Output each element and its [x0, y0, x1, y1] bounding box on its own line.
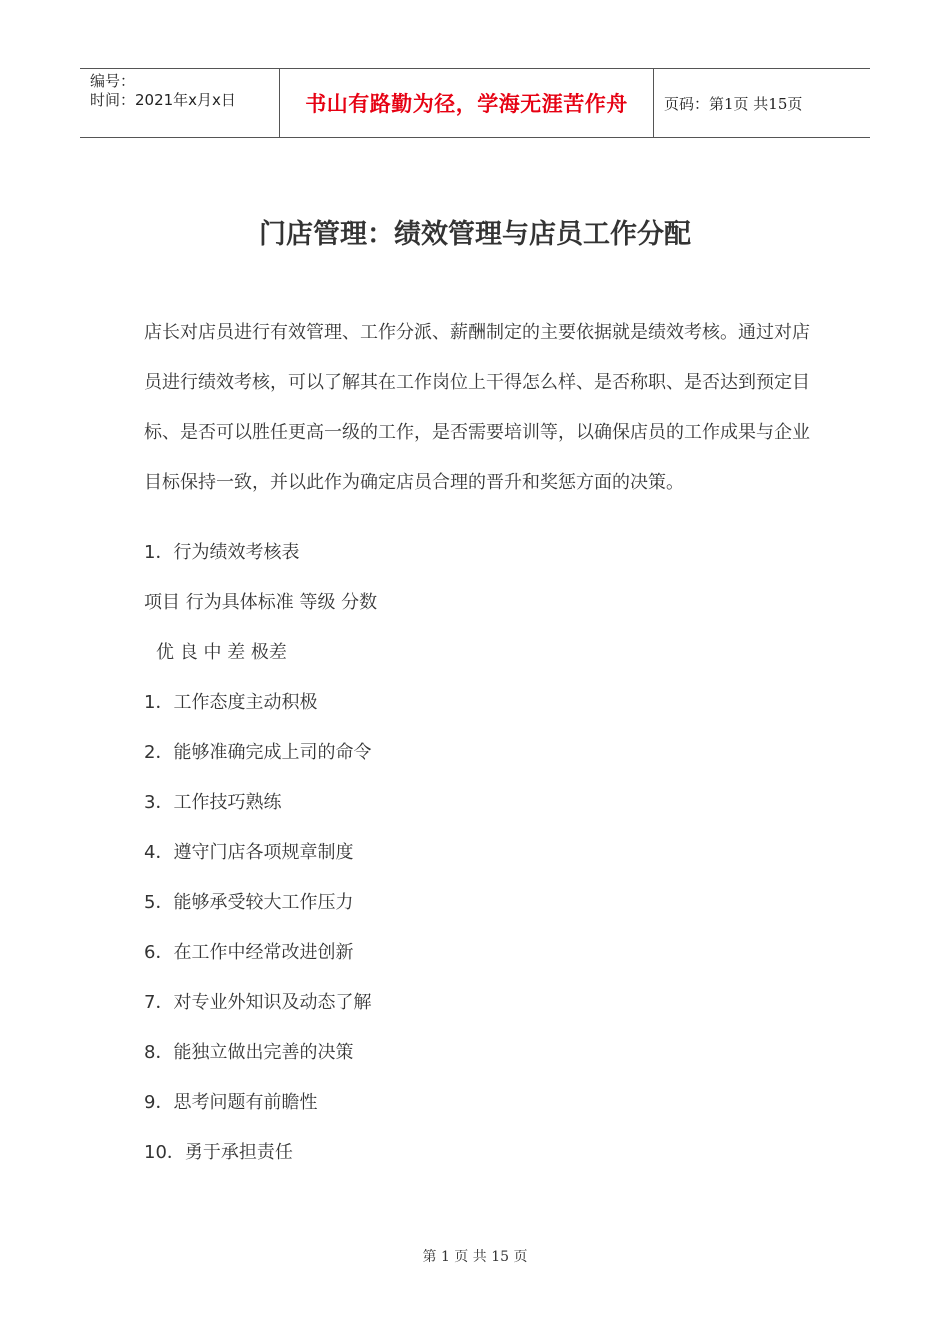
list-item: 2．能够准确完成上司的命令: [144, 742, 372, 763]
header-meta: [80, 69, 280, 137]
list-item: 5．能够承受较大工作压力: [144, 892, 354, 913]
list-item: 10．勇于承担责任: [144, 1142, 293, 1163]
list-item: 8．能独立做出完善的决策: [144, 1042, 354, 1063]
page-footer: 第 1 页 共 15 页: [422, 1249, 528, 1265]
list-item: 1．工作态度主动积极: [144, 692, 318, 713]
number-label: 编号：: [90, 72, 136, 90]
list-item: 4．遵守门店各项规章制度: [144, 842, 354, 863]
time-label: 时间：2021年x月x日: [90, 91, 236, 109]
section-heading: 1．行为绩效考核表: [144, 542, 300, 563]
intro-paragraph: 店长对店员进行有效管理、工作分派、薪酬制定的主要依据就是绩效考核。通过对店员进行绩效考核，可以了解其在工作岗位上干得怎么样、是否称职、是否达到预定目标、是否可以胜任更高一级的工作，是否需要培训等，以确保店员的工作成果与企业目标保持一致，并以此作为确定店员合理的晋升和奖惩方面的决策。: [144, 322, 810, 493]
document-title: 门店管理：绩效管理与店员工作分配: [259, 219, 691, 250]
page-header: [80, 68, 870, 138]
document-body: [144, 308, 810, 1178]
list-item: 7．对专业外知识及动态了解: [144, 992, 372, 1013]
list-item: 6．在工作中经常改进创新: [144, 942, 354, 963]
criteria-list: [144, 678, 810, 1178]
motto-text: 书山有路勤为径，学海无涯苦作舟: [305, 91, 628, 116]
grade-row: 优 良 中 差 极差: [156, 642, 287, 663]
header-page-info: 页码：第1页 共15页: [664, 94, 803, 113]
list-item: 3．工作技巧熟练: [144, 792, 282, 813]
list-item: 9．思考问题有前瞻性: [144, 1092, 318, 1113]
header-motto-cell: [280, 69, 654, 137]
table-header-row: 项目 行为具体标准 等级 分数: [144, 592, 378, 613]
